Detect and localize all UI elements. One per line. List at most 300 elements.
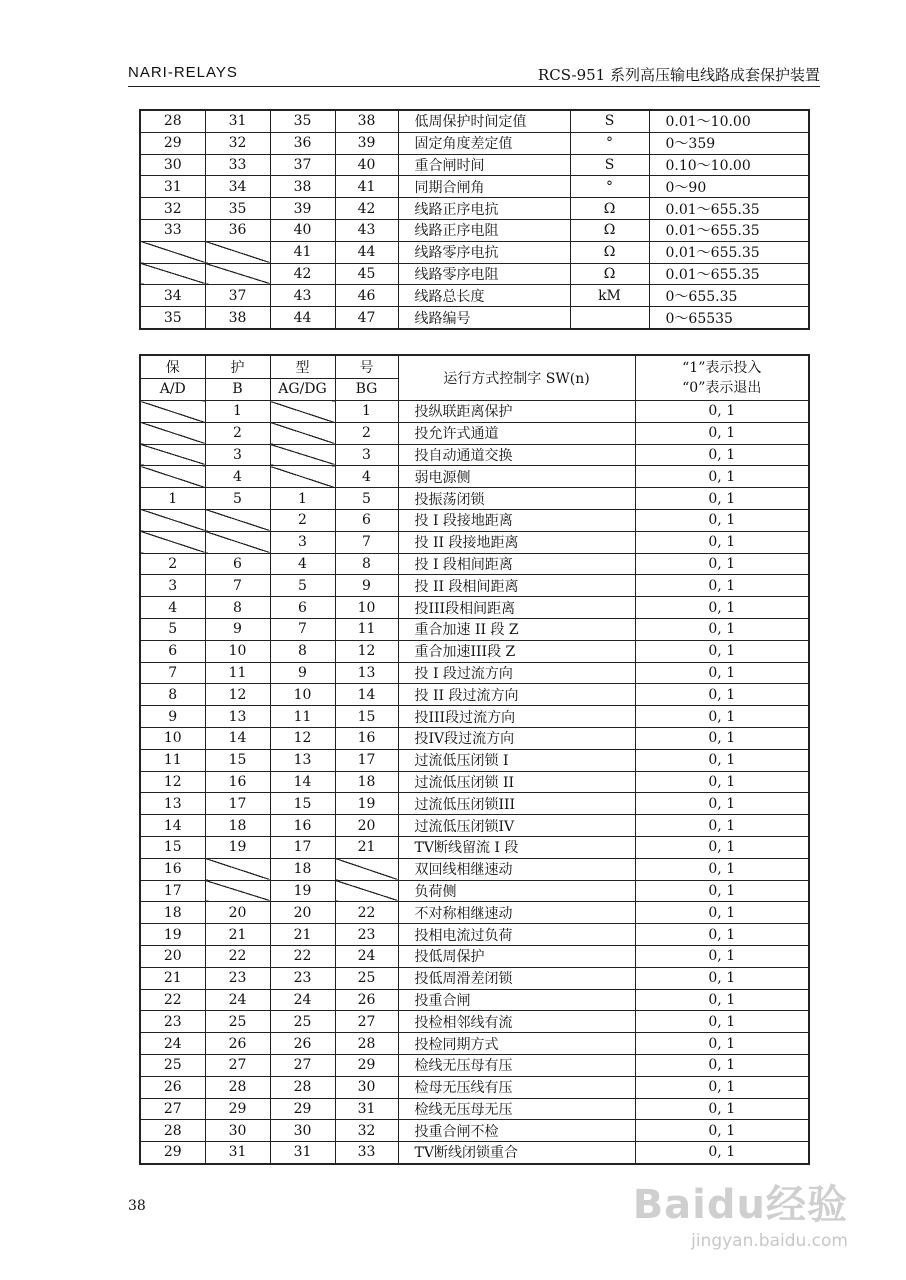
- id-cell: 31: [140, 176, 205, 198]
- table-row: [140, 198, 809, 220]
- id-cell: [205, 509, 270, 531]
- id-cell: 21: [205, 924, 270, 946]
- id-cell: 21: [140, 967, 205, 989]
- id-cell: 12: [205, 684, 270, 706]
- value-cell: 0, 1: [635, 858, 809, 880]
- table-row: [140, 880, 809, 902]
- table-row: [140, 924, 809, 946]
- id-cell: 21: [270, 924, 335, 946]
- table-row: [140, 401, 809, 423]
- id-cell: 18: [205, 815, 270, 837]
- value-cell: 0, 1: [635, 924, 809, 946]
- id-cell: 36: [270, 132, 335, 154]
- id-cell: 42: [270, 263, 335, 285]
- id-cell: 43: [335, 219, 398, 241]
- head-opt0: “0”表示退出: [682, 380, 762, 396]
- name-cell: 投III段相间距离: [398, 597, 635, 619]
- value-cell: 0, 1: [635, 466, 809, 488]
- id-cell: 23: [335, 924, 398, 946]
- unit-cell: S: [570, 154, 649, 176]
- id-cell: [270, 444, 335, 466]
- id-cell: 2: [270, 509, 335, 531]
- id-cell: 9: [270, 662, 335, 684]
- range-cell: 0.01～655.35: [649, 219, 809, 241]
- range-cell: 0.01～655.35: [649, 241, 809, 263]
- id-cell: 20: [205, 902, 270, 924]
- settings-table: [139, 109, 810, 330]
- id-cell: 28: [270, 1076, 335, 1098]
- id-cell: 30: [140, 154, 205, 176]
- id-cell: 5: [270, 575, 335, 597]
- range-cell: 0.01～10.00: [649, 110, 809, 132]
- id-cell: 20: [140, 945, 205, 967]
- id-cell: 36: [205, 219, 270, 241]
- value-cell: 0, 1: [635, 1142, 809, 1164]
- unit-cell: Ω: [570, 219, 649, 241]
- id-cell: 12: [140, 771, 205, 793]
- table-row: [140, 575, 809, 597]
- table-row: [140, 553, 809, 575]
- name-cell: 投纵联距离保护: [398, 401, 635, 423]
- id-cell: 35: [270, 110, 335, 132]
- id-cell: 23: [140, 1011, 205, 1033]
- id-cell: 47: [335, 307, 398, 329]
- table-row: [140, 466, 809, 488]
- id-cell: 28: [140, 1120, 205, 1142]
- name-cell: 固定角度差定值: [398, 132, 570, 154]
- id-cell: [205, 880, 270, 902]
- table-row: [140, 1098, 809, 1120]
- id-cell: 18: [335, 771, 398, 793]
- value-cell: 0, 1: [635, 662, 809, 684]
- id-cell: 39: [270, 198, 335, 220]
- unit-cell: °: [570, 176, 649, 198]
- id-cell: 13: [335, 662, 398, 684]
- id-cell: 34: [140, 285, 205, 307]
- head-b: B: [205, 378, 270, 401]
- id-cell: 24: [335, 945, 398, 967]
- table-row: [140, 1033, 809, 1055]
- value-cell: 0, 1: [635, 1098, 809, 1120]
- id-cell: 28: [205, 1076, 270, 1098]
- id-cell: 46: [335, 285, 398, 307]
- table-row: [140, 241, 809, 263]
- table-row: [140, 771, 809, 793]
- table-row: [140, 793, 809, 815]
- head-xing: 型: [270, 355, 335, 378]
- page-number: 38: [128, 1198, 146, 1214]
- id-cell: 34: [205, 176, 270, 198]
- table-row: [140, 902, 809, 924]
- id-cell: 35: [205, 198, 270, 220]
- name-cell: 投IV段过流方向: [398, 727, 635, 749]
- table-row: [140, 597, 809, 619]
- id-cell: 6: [270, 597, 335, 619]
- unit-cell: kM: [570, 285, 649, 307]
- value-cell: 0, 1: [635, 531, 809, 553]
- id-cell: 14: [205, 727, 270, 749]
- id-cell: 15: [140, 836, 205, 858]
- id-cell: 8: [140, 684, 205, 706]
- table-row: [140, 132, 809, 154]
- id-cell: 2: [335, 422, 398, 444]
- table-row: [140, 1120, 809, 1142]
- id-cell: 39: [335, 132, 398, 154]
- table-row: [140, 1142, 809, 1164]
- table-row: [140, 684, 809, 706]
- id-cell: 12: [270, 727, 335, 749]
- id-cell: 1: [140, 488, 205, 510]
- id-cell: 25: [140, 1054, 205, 1076]
- value-cell: 0, 1: [635, 488, 809, 510]
- value-cell: 0, 1: [635, 1033, 809, 1055]
- name-cell: 投检同期方式: [398, 1033, 635, 1055]
- name-cell: TV断线留流 I 段: [398, 836, 635, 858]
- id-cell: 28: [140, 110, 205, 132]
- id-cell: 8: [205, 597, 270, 619]
- name-cell: 过流低压闭锁III: [398, 793, 635, 815]
- name-cell: 投III段过流方向: [398, 706, 635, 728]
- id-cell: 3: [335, 444, 398, 466]
- id-cell: 33: [335, 1142, 398, 1164]
- name-cell: 线路零序电抗: [398, 241, 570, 263]
- table-row: [140, 154, 809, 176]
- id-cell: 25: [270, 1011, 335, 1033]
- unit-cell: Ω: [570, 198, 649, 220]
- id-cell: 30: [205, 1120, 270, 1142]
- id-cell: 10: [205, 640, 270, 662]
- value-cell: 0, 1: [635, 553, 809, 575]
- id-cell: 27: [205, 1054, 270, 1076]
- id-cell: 31: [270, 1142, 335, 1164]
- value-cell: 0, 1: [635, 989, 809, 1011]
- unit-cell: Ω: [570, 263, 649, 285]
- value-cell: 0, 1: [635, 902, 809, 924]
- name-cell: 投检相邻线有流: [398, 1011, 635, 1033]
- id-cell: 26: [270, 1033, 335, 1055]
- table-row: [140, 444, 809, 466]
- id-cell: 22: [140, 989, 205, 1011]
- id-cell: 16: [270, 815, 335, 837]
- name-cell: 弱电源侧: [398, 466, 635, 488]
- id-cell: 13: [205, 706, 270, 728]
- id-cell: 14: [335, 684, 398, 706]
- name-cell: 不对称相继速动: [398, 902, 635, 924]
- head-options: [635, 355, 809, 401]
- id-cell: 43: [270, 285, 335, 307]
- table-row: [140, 815, 809, 837]
- range-cell: 0～359: [649, 132, 809, 154]
- table-row: [140, 662, 809, 684]
- id-cell: 21: [335, 836, 398, 858]
- name-cell: 线路正序电阻: [398, 219, 570, 241]
- id-cell: 11: [335, 618, 398, 640]
- id-cell: 32: [205, 132, 270, 154]
- value-cell: 0, 1: [635, 684, 809, 706]
- id-cell: 15: [335, 706, 398, 728]
- name-cell: 投低周滑差闭锁: [398, 967, 635, 989]
- name-cell: 投 I 段相间距离: [398, 553, 635, 575]
- id-cell: 19: [140, 924, 205, 946]
- id-cell: 7: [140, 662, 205, 684]
- id-cell: 41: [335, 176, 398, 198]
- id-cell: 9: [140, 706, 205, 728]
- id-cell: [335, 858, 398, 880]
- id-cell: 31: [205, 1142, 270, 1164]
- id-cell: 23: [270, 967, 335, 989]
- name-cell: 线路零序电阻: [398, 263, 570, 285]
- id-cell: 3: [270, 531, 335, 553]
- id-cell: 40: [270, 219, 335, 241]
- table-row: [140, 509, 809, 531]
- name-cell: TV断线闭锁重合: [398, 1142, 635, 1164]
- name-cell: 重合加速III段 Z: [398, 640, 635, 662]
- id-cell: 32: [140, 198, 205, 220]
- id-cell: 22: [205, 945, 270, 967]
- id-cell: 20: [335, 815, 398, 837]
- id-cell: 2: [205, 422, 270, 444]
- name-cell: 投自动通道交换: [398, 444, 635, 466]
- unit-cell: [570, 307, 649, 329]
- id-cell: [140, 241, 205, 263]
- id-cell: [140, 422, 205, 444]
- name-cell: 投低周保护: [398, 945, 635, 967]
- id-cell: [205, 263, 270, 285]
- table-row: [140, 727, 809, 749]
- value-cell: 0, 1: [635, 967, 809, 989]
- id-cell: 38: [335, 110, 398, 132]
- value-cell: 0, 1: [635, 444, 809, 466]
- name-cell: 投重合闸: [398, 989, 635, 1011]
- id-cell: 5: [140, 618, 205, 640]
- name-cell: 重合加速 II 段 Z: [398, 618, 635, 640]
- value-cell: 0, 1: [635, 575, 809, 597]
- id-cell: 29: [140, 132, 205, 154]
- value-cell: 0, 1: [635, 945, 809, 967]
- id-cell: 11: [140, 749, 205, 771]
- table-row: [140, 640, 809, 662]
- range-cell: 0～90: [649, 176, 809, 198]
- name-cell: 投允许式通道: [398, 422, 635, 444]
- id-cell: 10: [270, 684, 335, 706]
- name-cell: 检母无压线有压: [398, 1076, 635, 1098]
- watermark-url: jingyan.baidu.com: [691, 1231, 848, 1251]
- value-cell: 0, 1: [635, 1076, 809, 1098]
- id-cell: 10: [140, 727, 205, 749]
- value-cell: 0, 1: [635, 1054, 809, 1076]
- header-brand: NARI-RELAYS: [128, 64, 238, 81]
- id-cell: 29: [335, 1054, 398, 1076]
- name-cell: 线路总长度: [398, 285, 570, 307]
- id-cell: 22: [335, 902, 398, 924]
- table-row: [140, 618, 809, 640]
- name-cell: 投 II 段接地距离: [398, 531, 635, 553]
- id-cell: 7: [270, 618, 335, 640]
- head-hu: 护: [205, 355, 270, 378]
- head-sw: 运行方式控制字 SW(n): [398, 355, 635, 401]
- id-cell: [205, 241, 270, 263]
- id-cell: 26: [205, 1033, 270, 1055]
- name-cell: 过流低压闭锁 I: [398, 749, 635, 771]
- value-cell: 0, 1: [635, 836, 809, 858]
- name-cell: 负荷侧: [398, 880, 635, 902]
- id-cell: 22: [270, 945, 335, 967]
- id-cell: 38: [270, 176, 335, 198]
- id-cell: 15: [270, 793, 335, 815]
- name-cell: 重合闸时间: [398, 154, 570, 176]
- id-cell: 14: [270, 771, 335, 793]
- table-row: [140, 706, 809, 728]
- id-cell: 29: [270, 1098, 335, 1120]
- id-cell: [140, 401, 205, 423]
- id-cell: 23: [205, 967, 270, 989]
- id-cell: [335, 880, 398, 902]
- id-cell: [140, 531, 205, 553]
- id-cell: 17: [270, 836, 335, 858]
- name-cell: 线路编号: [398, 307, 570, 329]
- name-cell: 投 I 段过流方向: [398, 662, 635, 684]
- id-cell: 17: [205, 793, 270, 815]
- id-cell: 3: [140, 575, 205, 597]
- name-cell: 过流低压闭锁 II: [398, 771, 635, 793]
- id-cell: 26: [140, 1076, 205, 1098]
- unit-cell: S: [570, 110, 649, 132]
- head-opt1: “1”表示投入: [682, 360, 762, 376]
- name-cell: 检线无压母有压: [398, 1054, 635, 1076]
- table-row: [140, 1076, 809, 1098]
- value-cell: 0, 1: [635, 771, 809, 793]
- head-ad: A/D: [140, 378, 205, 401]
- id-cell: 7: [335, 531, 398, 553]
- id-cell: 33: [205, 154, 270, 176]
- value-cell: 0, 1: [635, 1120, 809, 1142]
- id-cell: 29: [205, 1098, 270, 1120]
- table-row: [140, 989, 809, 1011]
- range-cell: 0～65535: [649, 307, 809, 329]
- id-cell: [270, 466, 335, 488]
- id-cell: 13: [140, 793, 205, 815]
- id-cell: 12: [335, 640, 398, 662]
- id-cell: 32: [335, 1120, 398, 1142]
- name-cell: 投 II 段相间距离: [398, 575, 635, 597]
- range-cell: 0～655.35: [649, 285, 809, 307]
- id-cell: 4: [335, 466, 398, 488]
- id-cell: 11: [205, 662, 270, 684]
- table-row: [140, 176, 809, 198]
- id-cell: 30: [335, 1076, 398, 1098]
- id-cell: 25: [335, 967, 398, 989]
- id-cell: 9: [335, 575, 398, 597]
- id-cell: 29: [140, 1142, 205, 1164]
- table-row: [140, 422, 809, 444]
- value-cell: 0, 1: [635, 1011, 809, 1033]
- id-cell: [140, 466, 205, 488]
- id-cell: 4: [140, 597, 205, 619]
- value-cell: 0, 1: [635, 597, 809, 619]
- watermark: [618, 1173, 848, 1268]
- id-cell: 35: [140, 307, 205, 329]
- table-row: [140, 219, 809, 241]
- table-row: [140, 1011, 809, 1033]
- value-cell: 0, 1: [635, 422, 809, 444]
- id-cell: 27: [335, 1011, 398, 1033]
- id-cell: 31: [205, 110, 270, 132]
- id-cell: 3: [205, 444, 270, 466]
- id-cell: 18: [270, 858, 335, 880]
- table-row: [140, 836, 809, 858]
- id-cell: 28: [335, 1033, 398, 1055]
- id-cell: [140, 444, 205, 466]
- table-row: [140, 307, 809, 329]
- head-agdg: AG/DG: [270, 378, 335, 401]
- id-cell: 6: [205, 553, 270, 575]
- head-bg: BG: [335, 378, 398, 401]
- id-cell: 4: [270, 553, 335, 575]
- id-cell: 1: [270, 488, 335, 510]
- unit-cell: Ω: [570, 241, 649, 263]
- id-cell: 31: [335, 1098, 398, 1120]
- id-cell: 8: [335, 553, 398, 575]
- id-cell: 27: [270, 1054, 335, 1076]
- id-cell: 24: [270, 989, 335, 1011]
- name-cell: 双回线相继速动: [398, 858, 635, 880]
- value-cell: 0, 1: [635, 749, 809, 771]
- id-cell: 16: [140, 858, 205, 880]
- id-cell: 30: [270, 1120, 335, 1142]
- value-cell: 0, 1: [635, 706, 809, 728]
- id-cell: 27: [140, 1098, 205, 1120]
- id-cell: [205, 531, 270, 553]
- name-cell: 线路正序电抗: [398, 198, 570, 220]
- watermark-logo: Baidu经验: [632, 1182, 848, 1228]
- value-cell: 0, 1: [635, 815, 809, 837]
- id-cell: 17: [140, 880, 205, 902]
- id-cell: 24: [140, 1033, 205, 1055]
- table-row: [140, 531, 809, 553]
- id-cell: [140, 263, 205, 285]
- range-cell: 0.10～10.00: [649, 154, 809, 176]
- id-cell: 6: [140, 640, 205, 662]
- value-cell: 0, 1: [635, 880, 809, 902]
- id-cell: 37: [205, 285, 270, 307]
- id-cell: 42: [335, 198, 398, 220]
- id-cell: 38: [205, 307, 270, 329]
- id-cell: 10: [335, 597, 398, 619]
- id-cell: 13: [270, 749, 335, 771]
- id-cell: 14: [140, 815, 205, 837]
- id-cell: 15: [205, 749, 270, 771]
- id-cell: 25: [205, 1011, 270, 1033]
- id-cell: [270, 401, 335, 423]
- id-cell: 33: [140, 219, 205, 241]
- id-cell: 18: [140, 902, 205, 924]
- value-cell: 0, 1: [635, 509, 809, 531]
- id-cell: 1: [335, 401, 398, 423]
- id-cell: 16: [205, 771, 270, 793]
- name-cell: 投 II 段过流方向: [398, 684, 635, 706]
- id-cell: 6: [335, 509, 398, 531]
- id-cell: 24: [205, 989, 270, 1011]
- table-row: [140, 285, 809, 307]
- id-cell: 5: [205, 488, 270, 510]
- name-cell: 同期合闸角: [398, 176, 570, 198]
- table-row: [140, 945, 809, 967]
- id-cell: 37: [270, 154, 335, 176]
- id-cell: 20: [270, 902, 335, 924]
- value-cell: 0, 1: [635, 793, 809, 815]
- control-word-table: [139, 354, 810, 1165]
- id-cell: 26: [335, 989, 398, 1011]
